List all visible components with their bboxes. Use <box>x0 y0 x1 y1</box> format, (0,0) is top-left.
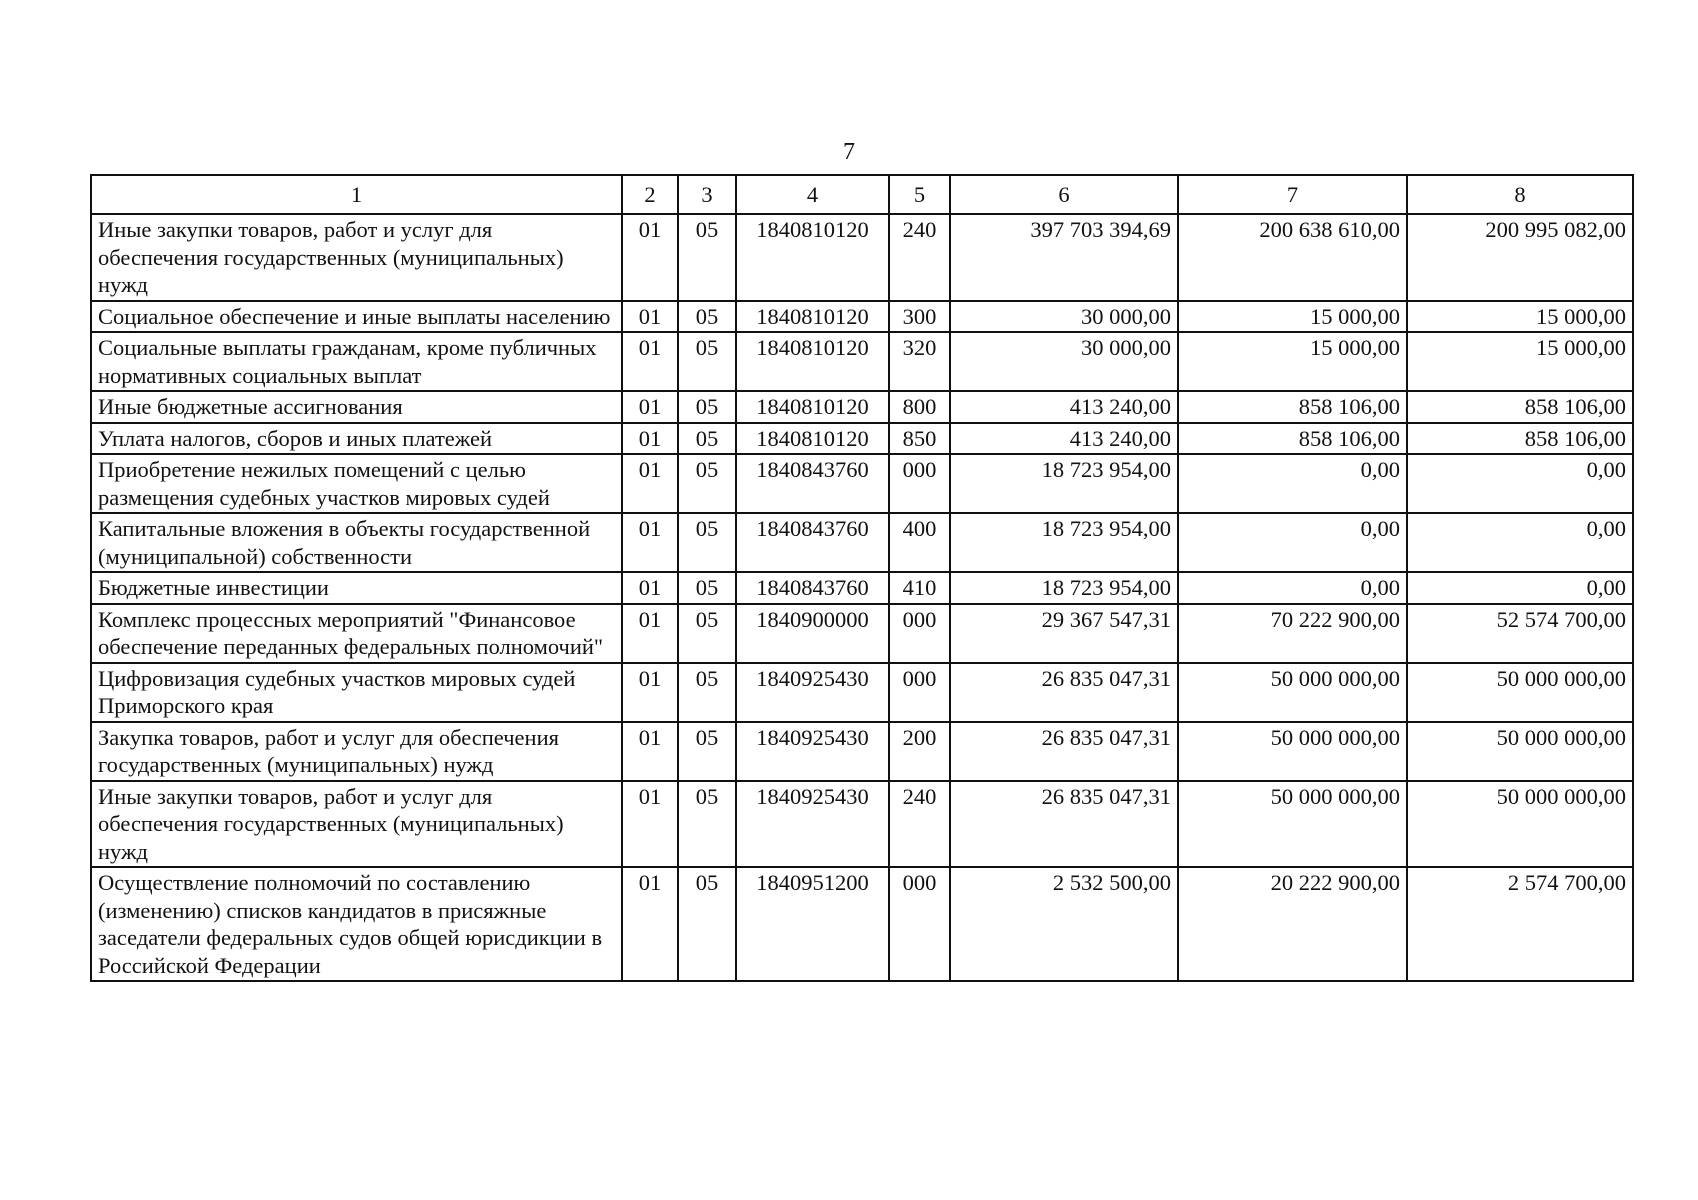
code-section: 01 <box>622 572 678 604</box>
column-header: 6 <box>950 175 1178 214</box>
amount-col7: 858 106,00 <box>1178 391 1407 423</box>
row-name: Цифровизация судебных участков мировых судей Приморского края <box>91 663 622 722</box>
code-section: 01 <box>622 301 678 333</box>
amount-col8: 858 106,00 <box>1407 391 1633 423</box>
column-header: 5 <box>889 175 950 214</box>
row-name: Капитальные вложения в объекты государственной (муниципальной) собственности <box>91 513 622 572</box>
code-target-article: 1840843760 <box>736 454 889 513</box>
table-row <box>91 301 1633 333</box>
column-header: 7 <box>1178 175 1407 214</box>
table-row <box>91 572 1633 604</box>
code-expense-type: 000 <box>889 867 950 981</box>
column-header: 3 <box>678 175 736 214</box>
column-header: 4 <box>736 175 889 214</box>
amount-col7: 0,00 <box>1178 572 1407 604</box>
amount-col7: 858 106,00 <box>1178 423 1407 455</box>
code-section: 01 <box>622 867 678 981</box>
amount-col8: 50 000 000,00 <box>1407 781 1633 868</box>
amount-col7: 50 000 000,00 <box>1178 663 1407 722</box>
table-row <box>91 423 1633 455</box>
code-target-article: 1840810120 <box>736 301 889 333</box>
code-expense-type: 400 <box>889 513 950 572</box>
amount-col7: 0,00 <box>1178 454 1407 513</box>
amount-col7: 200 638 610,00 <box>1178 214 1407 301</box>
amount-col8: 50 000 000,00 <box>1407 722 1633 781</box>
code-expense-type: 410 <box>889 572 950 604</box>
table-row <box>91 663 1633 722</box>
row-name: Закупка товаров, работ и услуг для обеспечения государственных (муниципальных) нужд <box>91 722 622 781</box>
code-section: 01 <box>622 663 678 722</box>
amount-col8: 52 574 700,00 <box>1407 604 1633 663</box>
code-target-article: 1840810120 <box>736 332 889 391</box>
amount-col6: 26 835 047,31 <box>950 781 1178 868</box>
code-subsection: 05 <box>678 604 736 663</box>
code-subsection: 05 <box>678 332 736 391</box>
table-row <box>91 332 1633 391</box>
amount-col7: 50 000 000,00 <box>1178 722 1407 781</box>
amount-col7: 20 222 900,00 <box>1178 867 1407 981</box>
code-subsection: 05 <box>678 572 736 604</box>
code-subsection: 05 <box>678 214 736 301</box>
amount-col7: 15 000,00 <box>1178 301 1407 333</box>
code-expense-type: 200 <box>889 722 950 781</box>
code-section: 01 <box>622 423 678 455</box>
code-target-article: 1840810120 <box>736 423 889 455</box>
amount-col6: 30 000,00 <box>950 301 1178 333</box>
amount-col6: 397 703 394,69 <box>950 214 1178 301</box>
column-header: 8 <box>1407 175 1633 214</box>
table-body <box>91 214 1633 981</box>
table-row <box>91 867 1633 981</box>
code-section: 01 <box>622 454 678 513</box>
amount-col8: 15 000,00 <box>1407 301 1633 333</box>
row-name: Приобретение нежилых помещений с целью размещения судебных участков мировых судей <box>91 454 622 513</box>
code-subsection: 05 <box>678 513 736 572</box>
code-expense-type: 240 <box>889 214 950 301</box>
row-name: Социальные выплаты гражданам, кроме публичных нормативных социальных выплат <box>91 332 622 391</box>
amount-col6: 18 723 954,00 <box>950 572 1178 604</box>
amount-col8: 0,00 <box>1407 513 1633 572</box>
code-target-article: 1840810120 <box>736 391 889 423</box>
row-name: Уплата налогов, сборов и иных платежей <box>91 423 622 455</box>
amount-col8: 2 574 700,00 <box>1407 867 1633 981</box>
page-number: 7 <box>843 139 855 165</box>
code-section: 01 <box>622 513 678 572</box>
amount-col6: 26 835 047,31 <box>950 722 1178 781</box>
table-row <box>91 391 1633 423</box>
code-subsection: 05 <box>678 391 736 423</box>
code-expense-type: 850 <box>889 423 950 455</box>
code-expense-type: 000 <box>889 663 950 722</box>
code-target-article: 1840843760 <box>736 572 889 604</box>
row-name: Комплекс процессных мероприятий "Финансовое обеспечение переданных федеральных полномочий" <box>91 604 622 663</box>
amount-col8: 15 000,00 <box>1407 332 1633 391</box>
amount-col7: 15 000,00 <box>1178 332 1407 391</box>
row-name: Бюджетные инвестиции <box>91 572 622 604</box>
column-header: 1 <box>91 175 622 214</box>
code-target-article: 1840810120 <box>736 214 889 301</box>
header-row <box>91 175 1633 214</box>
code-target-article: 1840925430 <box>736 781 889 868</box>
code-section: 01 <box>622 391 678 423</box>
code-expense-type: 000 <box>889 604 950 663</box>
code-target-article: 1840843760 <box>736 513 889 572</box>
amount-col8: 50 000 000,00 <box>1407 663 1633 722</box>
code-subsection: 05 <box>678 722 736 781</box>
code-section: 01 <box>622 722 678 781</box>
budget-table <box>90 174 1634 982</box>
table-row <box>91 214 1633 301</box>
code-target-article: 1840925430 <box>736 722 889 781</box>
amount-col7: 70 222 900,00 <box>1178 604 1407 663</box>
code-expense-type: 000 <box>889 454 950 513</box>
code-target-article: 1840951200 <box>736 867 889 981</box>
code-subsection: 05 <box>678 781 736 868</box>
amount-col6: 29 367 547,31 <box>950 604 1178 663</box>
table-row <box>91 513 1633 572</box>
amount-col6: 26 835 047,31 <box>950 663 1178 722</box>
code-target-article: 1840900000 <box>736 604 889 663</box>
code-subsection: 05 <box>678 301 736 333</box>
column-header: 2 <box>622 175 678 214</box>
amount-col7: 0,00 <box>1178 513 1407 572</box>
amount-col6: 30 000,00 <box>950 332 1178 391</box>
table-row <box>91 454 1633 513</box>
amount-col8: 0,00 <box>1407 572 1633 604</box>
code-subsection: 05 <box>678 867 736 981</box>
row-name: Осуществление полномочий по составлению (изменению) списков кандидатов в присяжные заседатели федеральных судов общей юрисдикции в Российской Федерации <box>91 867 622 981</box>
code-section: 01 <box>622 781 678 868</box>
amount-col8: 858 106,00 <box>1407 423 1633 455</box>
code-subsection: 05 <box>678 454 736 513</box>
table-row <box>91 604 1633 663</box>
code-expense-type: 240 <box>889 781 950 868</box>
table-row <box>91 781 1633 868</box>
code-subsection: 05 <box>678 423 736 455</box>
code-section: 01 <box>622 604 678 663</box>
code-section: 01 <box>622 214 678 301</box>
code-expense-type: 320 <box>889 332 950 391</box>
row-name: Иные бюджетные ассигнования <box>91 391 622 423</box>
row-name: Иные закупки товаров, работ и услуг для обеспечения государственных (муниципальных) нужд <box>91 214 622 301</box>
code-target-article: 1840925430 <box>736 663 889 722</box>
code-section: 01 <box>622 332 678 391</box>
amount-col6: 18 723 954,00 <box>950 513 1178 572</box>
amount-col7: 50 000 000,00 <box>1178 781 1407 868</box>
row-name: Иные закупки товаров, работ и услуг для обеспечения государственных (муниципальных) нужд <box>91 781 622 868</box>
amount-col6: 413 240,00 <box>950 423 1178 455</box>
amount-col6: 2 532 500,00 <box>950 867 1178 981</box>
code-expense-type: 800 <box>889 391 950 423</box>
amount-col8: 0,00 <box>1407 454 1633 513</box>
code-expense-type: 300 <box>889 301 950 333</box>
code-subsection: 05 <box>678 663 736 722</box>
amount-col6: 413 240,00 <box>950 391 1178 423</box>
row-name: Социальное обеспечение и иные выплаты населению <box>91 301 622 333</box>
amount-col6: 18 723 954,00 <box>950 454 1178 513</box>
amount-col8: 200 995 082,00 <box>1407 214 1633 301</box>
table-row <box>91 722 1633 781</box>
